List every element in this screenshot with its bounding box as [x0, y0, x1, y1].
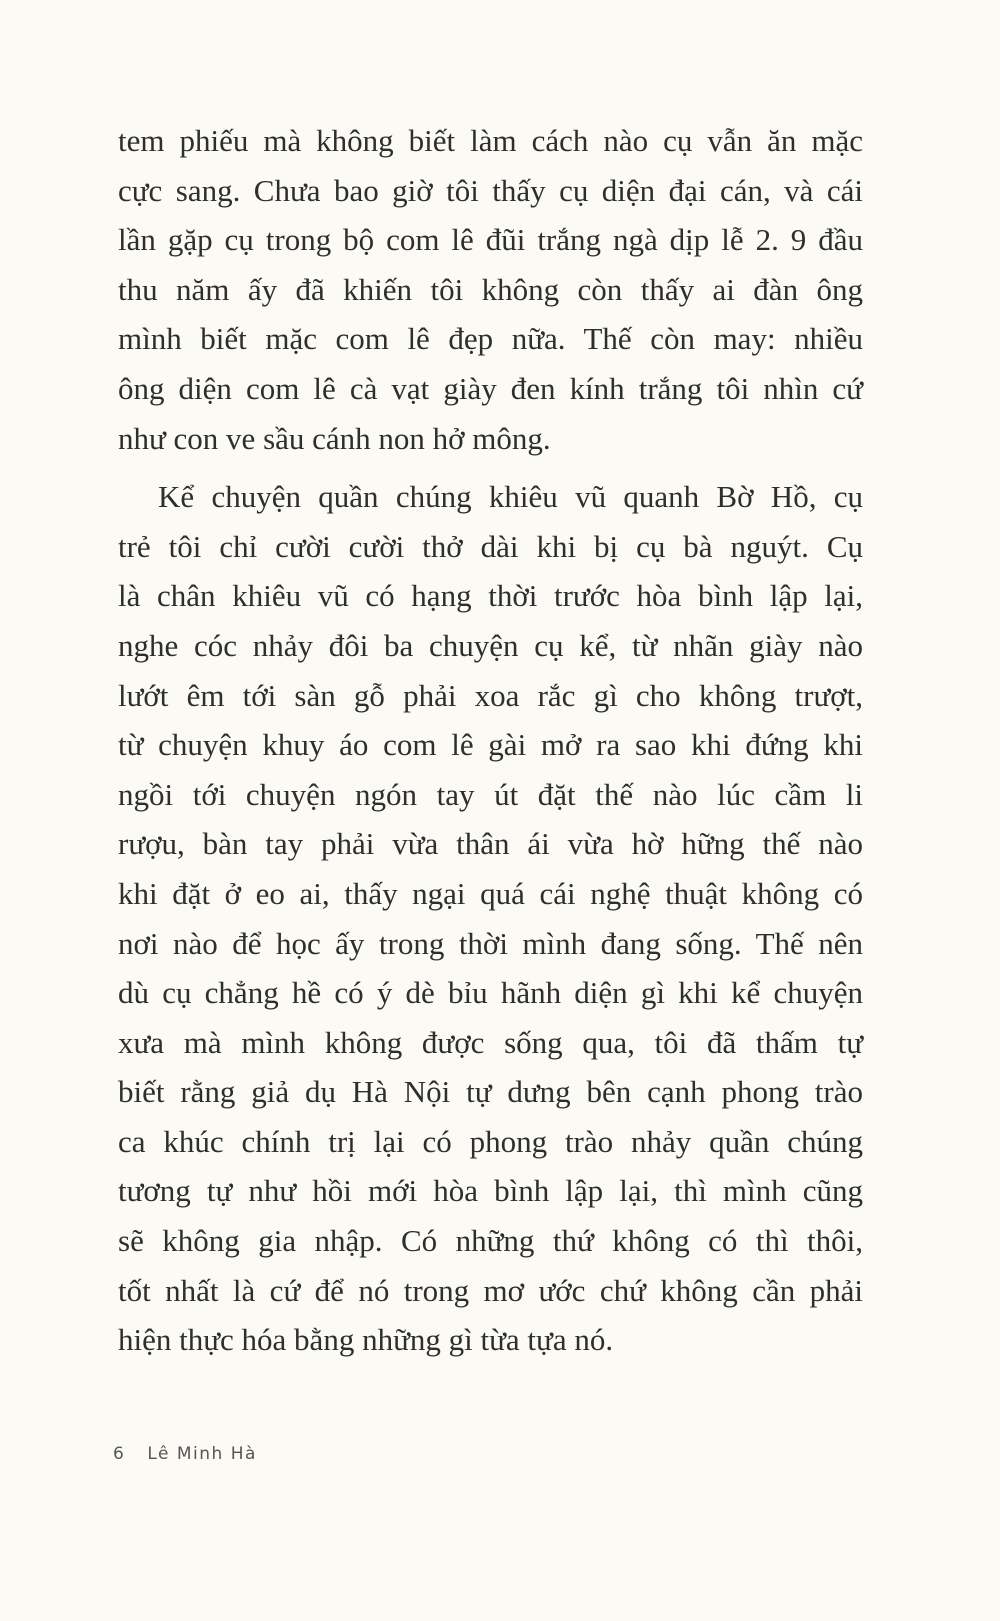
text-line: biết rằng giả dụ Hà Nội tự dưng bên cạnh phong trào [118, 1074, 863, 1110]
text-line: nơi nào để học ấy trong thời mình đang sống. Thế nên [118, 925, 863, 961]
text-line: ngồi tới chuyện ngón tay út đặt thế nào lúc cầm li [118, 776, 863, 812]
text-line: từ chuyện khuy áo com lê gài mở ra sao khi đứng khi [118, 727, 863, 763]
text-line: dù cụ chẳng hề có ý dè bỉu hãnh diện gì khi kể chuyện [118, 975, 863, 1011]
text-line: xưa mà mình không được sống qua, tôi đã thấm tự [118, 1024, 863, 1060]
paragraph [118, 472, 863, 1365]
text-line: rượu, bàn tay phải vừa thân ái vừa hờ hững thế nào [118, 826, 863, 862]
text-line: mình biết mặc com lê đẹp nữa. Thế còn may: nhiều [118, 321, 863, 357]
paragraph [118, 116, 863, 463]
text-line: sẽ không gia nhập. Có những thứ không có thì thôi, [118, 1223, 863, 1259]
text-line: tem phiếu mà không biết làm cách nào cụ vẫn ăn mặc [118, 123, 863, 158]
text-line: tốt nhất là cứ để nó trong mơ ước chứ không cần phải [118, 1272, 863, 1308]
text-line: Kể chuyện quần chúng khiêu vũ quanh Bờ Hồ, cụ [158, 479, 863, 515]
text-line: là chân khiêu vũ có hạng thời trước hòa bình lập lại, [118, 578, 863, 614]
text-line: hiện thực hóa bằng những gì từa tựa nó. [118, 1322, 614, 1358]
text-line: tương tự như hồi mới hòa bình lập lại, thì mình cũng [118, 1173, 863, 1209]
text-line: khi đặt ở eo ai, thấy ngại quá cái nghệ thuật không có [118, 875, 863, 911]
text-line: trẻ tôi chỉ cười cười thở dài khi bị cụ bà nguýt. Cụ [118, 528, 863, 564]
text-line: cực sang. Chưa bao giờ tôi thấy cụ diện đại cán, và cái [118, 172, 863, 208]
body-text [118, 116, 863, 1365]
text-line: ca khúc chính trị lại có phong trào nhảy quần chúng [118, 1123, 863, 1159]
page-number: 6 [113, 1444, 126, 1464]
text-line: lần gặp cụ trong bộ com lê đũi trắng ngà dịp lễ 2. 9 đầu [118, 222, 863, 258]
author-name: Lê Minh Hà [147, 1444, 257, 1464]
text-line: như con ve sầu cánh non hở mông. [118, 420, 551, 456]
text-line: ông diện com lê cà vạt giày đen kính trắng tôi nhìn cứ [118, 370, 863, 406]
text-line: lướt êm tới sàn gỗ phải xoa rắc gì cho không trượt, [118, 677, 863, 713]
text-line: nghe cóc nhảy đôi ba chuyện cụ kể, từ nhãn giày nào [118, 627, 863, 663]
page-footer [113, 1444, 257, 1464]
text-line: thu năm ấy đã khiến tôi không còn thấy ai đàn ông [118, 271, 863, 307]
